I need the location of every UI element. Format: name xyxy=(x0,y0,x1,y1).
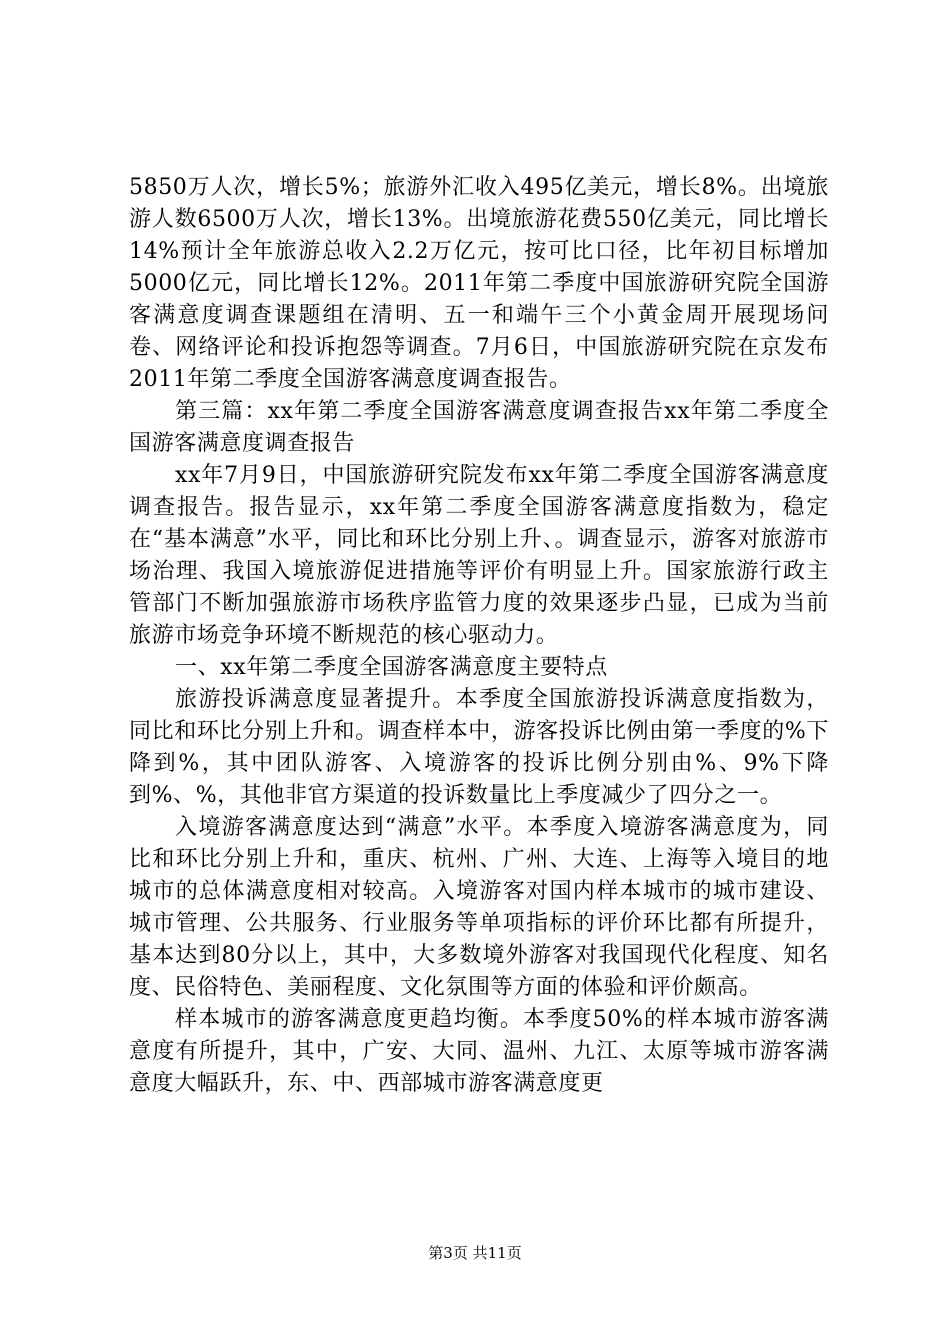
page-number-footer: 第3页 共11页 xyxy=(428,1244,522,1262)
paragraph-report-intro: xx年7月9日，中国旅游研究院发布xx年第二季度全国游客满意度调查报告。报告显示，xx年第二季度全国游客满意度指数为，稳定在“基本满意”水平，同比和环比分别上升、。调查显示，游客对旅游市场治理、我国入境旅游促进措施等评价有明显上升。国家旅游行政主管部门不断加强旅游市场秩序监管力度的效果逐步凸显，已成为当前旅游市场竞争环境不断规范的核心驱动力。 xyxy=(129,463,829,648)
paragraph-city-balance: 样本城市的游客满意度更趋均衡。本季度50%的样本城市游客满意度有所提升，其中，广安、大同、温州、九江、太原等城市游客满意度大幅跃升，东、中、西部城市游客满意度更 xyxy=(129,1007,829,1096)
paragraph-section-title: 第三篇：xx年第二季度全国游客满意度调查报告xx年第二季度全国游客满意度调查报告 xyxy=(129,399,829,456)
document-body xyxy=(129,172,829,1100)
paragraph-complaint-satisfaction: 旅游投诉满意度显著提升。本季度全国旅游投诉满意度指数为，同比和环比分别上升和。调查样本中，游客投诉比例由第一季度的%下降到%，其中团队游客、入境游客的投诉比例分别由%、9%下降到%、%，其他非官方渠道的投诉数量比上季度减少了四分之一。 xyxy=(129,687,829,808)
paragraph-heading-features: 一、xx年第二季度全国游客满意度主要特点 xyxy=(175,655,608,680)
paragraph-inbound-satisfaction: 入境游客满意度达到“满意”水平。本季度入境游客满意度为，同比和环比分别上升和，重庆、杭州、广州、大连、上海等入境目的地城市的总体满意度相对较高。入境游客对国内样本城市的城市建设、城市管理、公共服务、行业服务等单项指标的评价环比都有所提升，基本达到80分以上，其中，大多数境外游客对我国现代化程度、知名度、民俗特色、美丽程度、文化氛围等方面的体验和评价颇高。 xyxy=(129,815,829,1000)
paragraph-continuation: 5850万人次，增长5%；旅游外汇收入495亿美元，增长8%。出境旅游人数6500万人次，增长13%。出境旅游花费550亿美元，同比增长14%预计全年旅游总收入2.2万亿元，按可比口径，比年初目标增加5000亿元，同比增长12%。2011年第二季度中国旅游研究院全国游客满意度调查课题组在清明、五一和端午三个小黄金周开展现场问卷、网络评论和投诉抱怨等调查。7月6日，中国旅游研究院在京发布2011年第二季度全国游客满意度调查报告。 xyxy=(129,175,829,392)
